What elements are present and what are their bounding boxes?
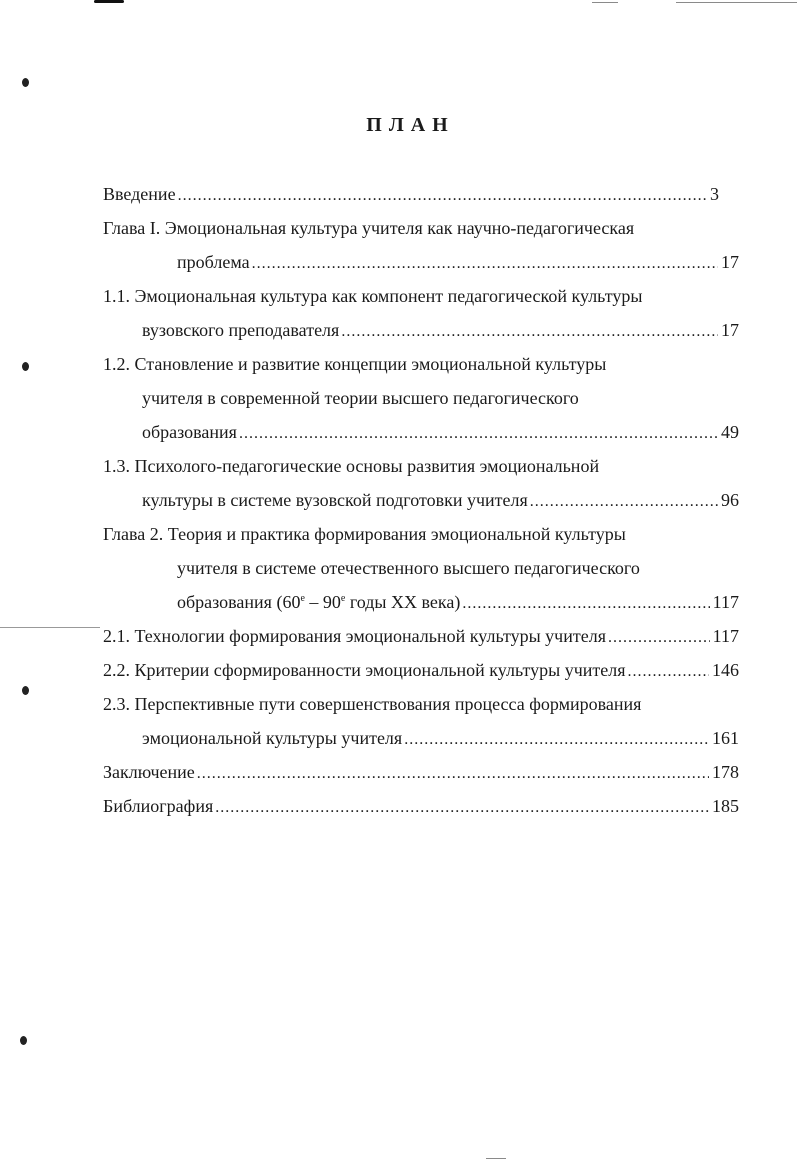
toc-entry-label: образования bbox=[142, 422, 237, 442]
punch-hole-mark-3 bbox=[22, 686, 29, 695]
toc-entry-1-1-line1: 1.1. Эмоциональная культура как компонент педагогической культуры bbox=[103, 286, 643, 306]
toc-entry-intro bbox=[103, 178, 719, 210]
toc-entry-2-1 bbox=[103, 620, 739, 652]
toc-entry-chapter2 bbox=[177, 586, 739, 618]
page-number: 117 bbox=[712, 626, 739, 646]
label-part: – 90 bbox=[304, 592, 341, 612]
scan-rule-top-2 bbox=[676, 2, 797, 3]
punch-hole-mark-1 bbox=[22, 78, 29, 87]
leader-dots bbox=[239, 418, 718, 448]
toc-entry-bibliography bbox=[103, 790, 739, 822]
page-number: 178 bbox=[712, 762, 739, 782]
toc-entry-1-2-line1: 1.2. Становление и развитие концепции эмоциональной культуры bbox=[103, 354, 607, 374]
page-number: 117 bbox=[712, 592, 739, 612]
leader-dots bbox=[628, 656, 709, 686]
toc-entry-label: 2.1. Технологии формирования эмоциональной культуры учителя bbox=[103, 626, 606, 646]
punch-hole-mark-4 bbox=[20, 1036, 27, 1045]
toc-entry-1-2-line2: учителя в современной теории высшего педагогического bbox=[142, 388, 579, 408]
leader-dots bbox=[215, 792, 709, 822]
scan-rule-top-1 bbox=[592, 2, 618, 3]
toc-entry-chapter1-line1: Глава I. Эмоциональная культура учителя как научно-педагогическая bbox=[103, 218, 635, 238]
scan-rule-left bbox=[0, 627, 100, 628]
toc-entry-1-3-line1: 1.3. Психолого-педагогические основы развития эмоциональной bbox=[103, 456, 600, 476]
toc-entry-chapter2-line2: учителя в системе отечественного высшего педагогического bbox=[177, 558, 640, 578]
leader-dots bbox=[608, 622, 710, 652]
label-part: годы XX века) bbox=[345, 592, 461, 612]
toc-entry-chapter2-line1: Глава 2. Теория и практика формирования эмоциональной культуры bbox=[103, 524, 626, 544]
toc-entry-label bbox=[177, 586, 460, 618]
toc-entry-label: эмоциональной культуры учителя bbox=[142, 728, 403, 748]
leader-dots bbox=[462, 588, 709, 618]
page-number: 3 bbox=[710, 184, 719, 204]
toc-entry-2-2 bbox=[103, 654, 739, 686]
toc-entry-1-2 bbox=[142, 416, 739, 448]
toc-entry-conclusion bbox=[103, 756, 739, 788]
page-number: 49 bbox=[721, 422, 739, 442]
label-part: образования (60 bbox=[177, 592, 301, 612]
leader-dots bbox=[178, 180, 707, 210]
leader-dots bbox=[197, 758, 709, 788]
page-title: ПЛАН bbox=[366, 114, 455, 136]
page-number: 17 bbox=[721, 252, 739, 272]
page-number: 161 bbox=[712, 728, 739, 748]
page-number: 96 bbox=[721, 490, 739, 510]
page-number: 185 bbox=[712, 796, 739, 816]
toc-entry-1-3 bbox=[142, 484, 739, 516]
toc-entry-2-3-line1: 2.3. Перспективные пути совершенствования процесса формирования bbox=[103, 694, 642, 714]
toc-entry-label: проблема bbox=[177, 252, 250, 272]
toc-entry-label: Библиография bbox=[103, 796, 214, 816]
leader-dots bbox=[404, 724, 709, 754]
toc-entry-label: Введение bbox=[103, 184, 176, 204]
toc-entry-label: 2.2. Критерии сформированности эмоциональной культуры учителя bbox=[103, 660, 626, 680]
toc-entry-label: Заключение bbox=[103, 762, 195, 782]
leader-dots bbox=[530, 486, 718, 516]
leader-dots bbox=[341, 316, 718, 346]
toc-entry-1-1 bbox=[142, 314, 739, 346]
punch-hole-mark-2 bbox=[22, 362, 29, 371]
page-number: 17 bbox=[721, 320, 739, 340]
scan-mark-top bbox=[94, 0, 124, 3]
leader-dots bbox=[252, 248, 718, 278]
toc-entry-label: культуры в системе вузовской подготовки учителя bbox=[142, 490, 528, 510]
toc-entry-2-3 bbox=[142, 722, 739, 754]
ordinal-suffix: е bbox=[340, 593, 346, 604]
scan-rule-bottom bbox=[486, 1158, 506, 1159]
ordinal-suffix: е bbox=[300, 593, 305, 604]
page-number: 146 bbox=[712, 660, 739, 680]
toc-entry-chapter1 bbox=[177, 246, 739, 278]
toc-entry-label: вузовского преподавателя bbox=[142, 320, 340, 340]
